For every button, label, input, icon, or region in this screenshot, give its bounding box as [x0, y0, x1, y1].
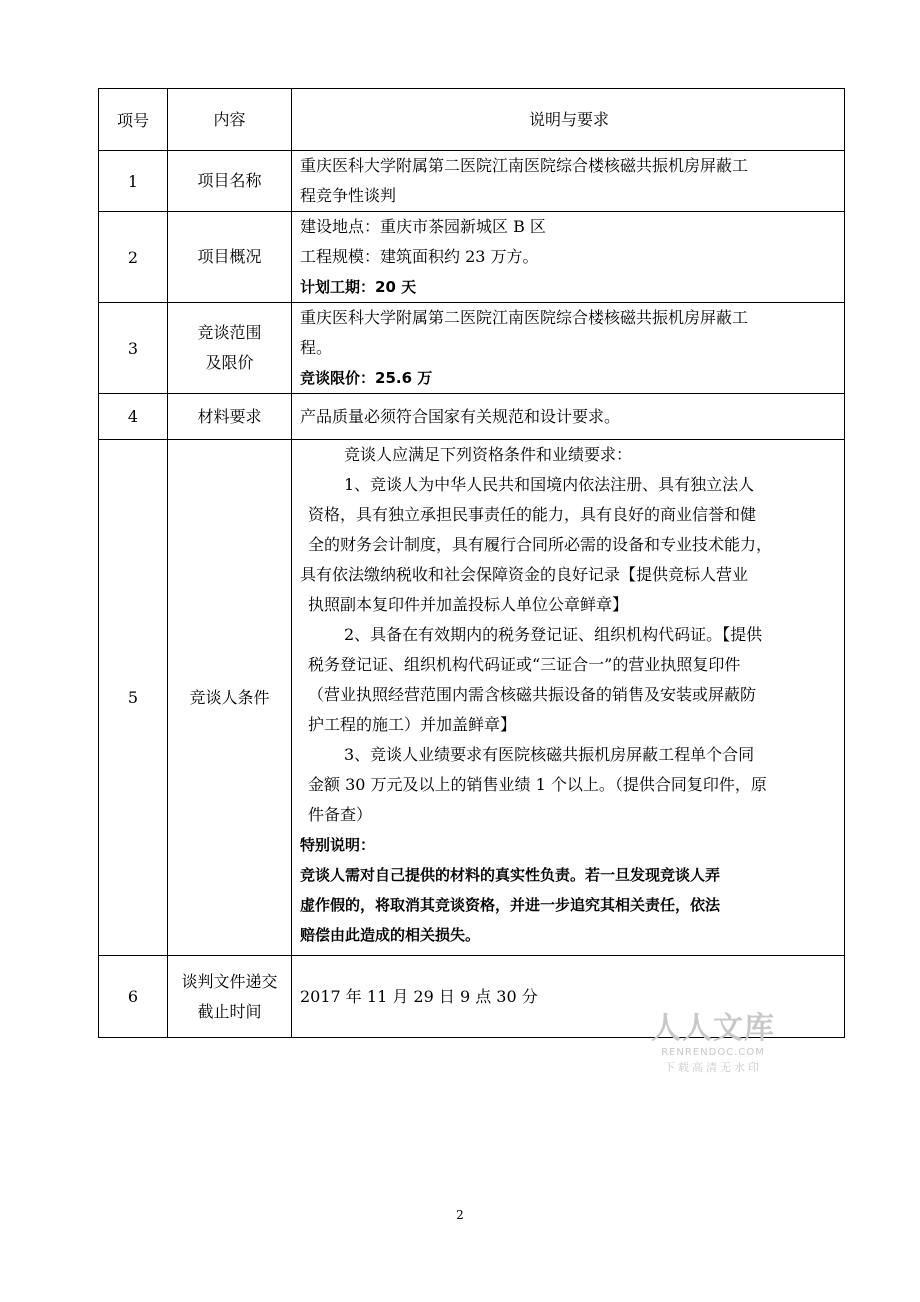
row-item: [168, 303, 292, 394]
description-line: 产品质量必须符合国家有关规范和设计要求。: [300, 406, 621, 426]
description-line-bold: 虚作假的，将取消其竞谈资格，并进一步追究其相关责任，依法: [300, 896, 721, 914]
table-row: [99, 440, 845, 956]
description-line: 2、具备在有效期内的税务登记证、组织机构代码证。【提供: [344, 625, 763, 644]
row-item: [168, 394, 292, 440]
table-row: [99, 394, 845, 440]
description-line: 重庆医科大学附属第二医院江南医院综合楼核磁共振机房屏蔽工: [300, 308, 749, 327]
description-line-bold: 竞谈人需对自己提供的材料的真实性负责。若一旦发现竞谈人弄: [300, 866, 721, 884]
row-item-line: 竞谈范围: [197, 323, 262, 342]
row-item-line: 竞谈人条件: [189, 687, 270, 707]
description-line: 具有依法缴纳税收和社会保障资金的良好记录【提供竞标人营业: [300, 565, 749, 584]
table-row: [99, 303, 845, 394]
description-line: 建设地点：重庆市茶园新城区 B 区: [300, 217, 546, 236]
row-number: 2: [99, 212, 168, 303]
description-line: 程。: [300, 338, 333, 357]
description-line: 件备查）: [308, 805, 373, 824]
row-item: [168, 212, 292, 303]
row-item-line: 项目概况: [197, 247, 262, 266]
row-description: [292, 303, 845, 394]
header-description: 说明与要求: [292, 89, 845, 151]
row-item-line: 谈判文件递交: [181, 971, 278, 991]
row-item: [168, 440, 292, 956]
description-line: 税务登记证、组织机构代码证或“三证合一”的营业执照复印件: [308, 655, 741, 674]
description-line: 程竞争性谈判: [300, 186, 397, 205]
table-row: [99, 151, 845, 212]
row-item: [168, 151, 292, 212]
description-line-bold: 特别说明：: [300, 836, 376, 854]
row-item-line: 项目名称: [197, 171, 262, 190]
row-description: [292, 151, 845, 212]
description-line: 金额 30 万元及以上的销售业绩 1 个以上。（提供合同复印件，原: [308, 775, 767, 794]
watermark-slogan: 下载高清无水印: [664, 1061, 762, 1074]
row-number: 6: [99, 956, 168, 1038]
table-row: [99, 212, 845, 303]
watermark-logo: 人人文库: [651, 1011, 775, 1046]
row-number: 5: [99, 440, 168, 956]
description-line: 1、竞谈人为中华人民共和国境内依法注册、具有独立法人: [344, 475, 755, 494]
description-line: 重庆医科大学附属第二医院江南医院综合楼核磁共振机房屏蔽工: [300, 156, 749, 175]
row-item-line: 截止时间: [197, 1001, 262, 1021]
row-item-line: 及限价: [205, 353, 254, 372]
description-line: （营业执照经营范围内需含核磁共振设备的销售及安装或屏蔽防: [308, 685, 757, 704]
description-line: 护工程的施工）并加盖鲜章】: [308, 715, 517, 734]
row-number: 1: [99, 151, 168, 212]
row-description: [292, 440, 845, 956]
description-line: 竞谈人应满足下列资格条件和业绩要求：: [344, 445, 633, 464]
description-line: 3、竞谈人业绩要求有医院核磁共振机房屏蔽工程单个合同: [344, 745, 755, 764]
description-line-bold: 竞谈限价：25.6 万: [300, 369, 433, 387]
row-number: 4: [99, 394, 168, 440]
requirements-table: [98, 88, 845, 1038]
description-line: 2017 年 11 月 29 日 9 点 30 分: [300, 986, 538, 1006]
description-line: 资格，具有独立承担民事责任的能力，具有良好的商业信誉和健: [308, 505, 757, 524]
page-number: 2: [456, 1208, 464, 1222]
row-number: 3: [99, 303, 168, 394]
row-description: [292, 212, 845, 303]
description-line: 执照副本复印件并加盖投标人单位公章鲜章】: [308, 595, 629, 614]
description-line-bold: 计划工期：20 天: [300, 278, 417, 296]
header-content: 内容: [168, 89, 292, 151]
row-item-line: 材料要求: [197, 406, 262, 426]
header-no: 项号: [99, 89, 168, 151]
description-line: 工程规模：建筑面积约 23 万方。: [300, 247, 539, 266]
description-line-bold: 赔偿由此造成的相关损失。: [300, 926, 481, 944]
row-description: [292, 394, 845, 440]
watermark: [648, 1012, 778, 1076]
watermark-domain: RENRENDOC.COM: [661, 1047, 765, 1058]
row-item: [168, 956, 292, 1038]
description-line: 全的财务会计制度，具有履行合同所必需的设备和专业技术能力，: [308, 535, 773, 554]
table-header-row: [99, 89, 845, 151]
